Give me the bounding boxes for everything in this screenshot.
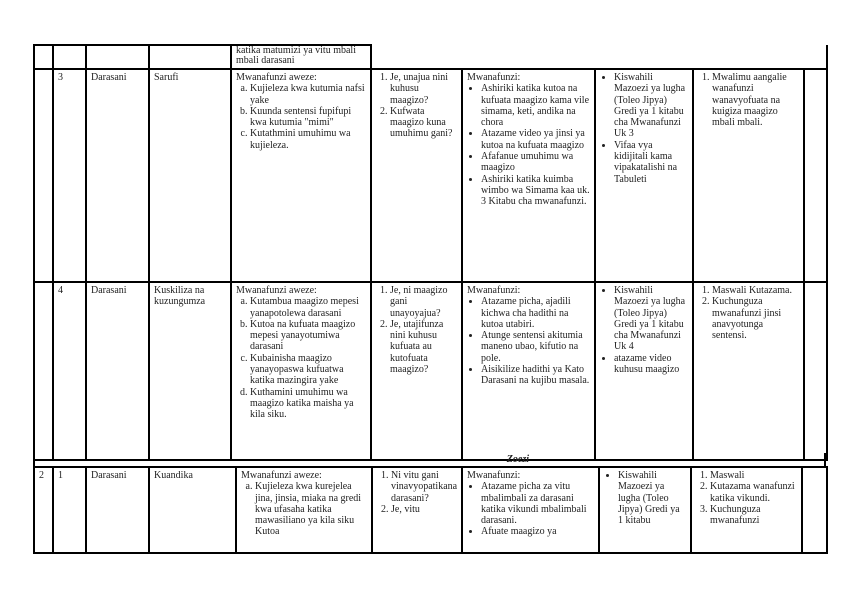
list-item: • Afafanue umuhimu wa maagizo [481,151,590,174]
questions-cell [371,282,462,460]
location: Darasani [91,285,127,296]
list-item: • Kiswahili Mazoezi ya lugha (Toleo Jipya) Gredi ya 1 kitabu [618,470,686,526]
assessment-cell [691,467,802,553]
list-item: d. Kuthamini umuhimu wa maagizo katika maisha ya kila siku. [250,387,366,421]
list-item: • Ashiriki katika kuimba wimbo wa Simama kaa uk. 3 Kitabu cha mwanafunzi. [481,174,590,208]
list-item: • Atazame video ya jinsi ya kutoa na kufuata maagizo [481,128,590,151]
activities-cell [462,69,595,282]
list-item: 2. Je, vitu [391,504,457,515]
location-cell [86,467,149,553]
section-label: Zoezi [33,453,826,466]
location: Darasani [91,470,127,481]
list-item: 2. Kufwata maagizo kuna umuhimu gani? [390,106,457,140]
list-item: 1. Maswali Kutazama. [712,285,799,296]
activities-intro: Mwanafunzi: [467,72,521,83]
location-cell [86,69,149,282]
list-item: 2. Je, utajifunza nini kuhusu kufuata au kutofuata maagizo? [390,319,457,375]
objectives-intro: Mwanafunzi aweze: [236,72,317,83]
objectives-cell [231,69,371,282]
list-item: • Kiswahili Mazoezi ya lugha (Toleo Jipya) Gredi ya 1 kitabu cha Mwanafunzi Uk 3 [614,72,688,140]
location-cell [86,282,149,460]
table-row [34,69,827,282]
list-item: • Atazame picha za vitu mbalimbali za darasani katika vikundi mbalimbali darasani. [481,481,594,526]
scheme-table-continued [33,466,828,554]
list-item: 1. Je, ni maagizo gani unayoyajua? [390,285,457,319]
topic-cell [149,282,231,460]
remarks-cell [802,467,827,553]
list-item: b. Kuunda sentensi fupifupi kwa kutumia "mimi" [250,106,366,129]
assessment-cell [693,282,804,460]
lesson: 3 [58,72,63,83]
week-cell [34,69,53,282]
lesson-cell [53,69,86,282]
objectives-cell [236,467,372,553]
list-item: a. Kujieleza kwa kutumia nafsi yake [250,83,366,106]
objectives-intro: Mwanafunzi aweze: [241,470,322,481]
list-item: 2. Kutazama wanafunzi katika vikundi. [710,481,797,504]
resources-cell [595,69,693,282]
objective-tail: katika matumizi ya vitu mbali mbali darasani [231,45,371,69]
activities-cell [462,282,595,460]
table-row [34,282,827,460]
list-item: b. Kutoa na kufuata maagizo mepesi yanayotumiwa darasani [250,319,366,353]
location: Darasani [91,72,127,83]
assessment-cell [693,69,804,282]
list-item: a. Kutambua maagizo mepesi yanapotolewa darasani [250,296,366,319]
resources-cell [599,467,691,553]
lesson: 1 [58,470,63,481]
list-item: • Atunge sentensi akitumia maneno ubao, kifutio na pole. [481,330,590,364]
list-item: • Kiswahili Mazoezi ya lugha (Toleo Jipya) Gredi ya 1 kitabu cha Mwanafunzi Uk 4 [614,285,688,353]
list-item: • Vifaa vya kidijitali kama vipakatalishi na Tabuleti [614,140,688,185]
scheme-table [33,44,828,461]
activities-cell [462,467,599,553]
list-item: 2. Kuchunguza mwanafunzi jinsi anavyotunga sentensi. [712,296,799,341]
objectives-intro: Mwanafunzi aweze: [236,285,317,296]
list-item: • atazame video kuhusu maagizo [614,353,688,376]
week-cell [34,282,53,460]
list-item: c. Kubainisha maagizo yanayopaswa kufuatwa katika mazingira yake [250,353,366,387]
topic: Kuskiliza na kuzungumza [154,285,206,308]
table-row [34,45,827,69]
list-item: 1. Je, unajua nini kuhusu maagizo? [390,72,457,106]
list-item: 1. Mwalimu aangalie wanafunzi wanavyofuata na kuigiza maagizo mbali mbali. [712,72,799,128]
topic: Sarufi [154,72,179,83]
remarks-cell [804,282,827,460]
week-cell [34,467,53,553]
list-item: 1. Maswali [710,470,797,481]
table-row [34,467,827,553]
lesson-cell [53,467,86,553]
resources-cell [595,282,693,460]
list-item: 1. Ni vitu gani vinavyopatikana darasani? [391,470,457,504]
lesson: 4 [58,285,63,296]
topic: Kuandika [154,470,193,481]
list-item: c. Kutathmini umuhimu wa kujieleza. [250,128,366,151]
list-item: a. Kujieleza kwa kurejelea jina, jinsia, miaka na gredi kwa ufasaha katika mawasiliano ya kila siku Kutoa [255,481,367,537]
list-item: • Atazame picha, ajadili kichwa cha hadithi na kutoa utabiri. [481,296,590,330]
questions-cell [372,467,462,553]
topic-cell [149,69,231,282]
activities-intro: Mwanafunzi: [467,285,521,296]
activities-intro: Mwanafunzi: [467,470,521,481]
questions-cell [371,69,462,282]
lesson-cell [53,282,86,460]
remarks-cell [804,69,827,282]
list-item: • Ashiriki katika kutoa na kufuata maagizo kama vile simama, keti, andika na chora [481,83,590,128]
week: 2 [39,470,44,481]
list-item: • Aisikilize hadithi ya Kato Darasani na kujibu masala. [481,364,590,387]
topic-cell [149,467,236,553]
list-item: 3. Kuchunguza mwanafunzi [710,504,797,527]
list-item: • Afuate maagizo ya [481,526,594,537]
objectives-cell [231,282,371,460]
